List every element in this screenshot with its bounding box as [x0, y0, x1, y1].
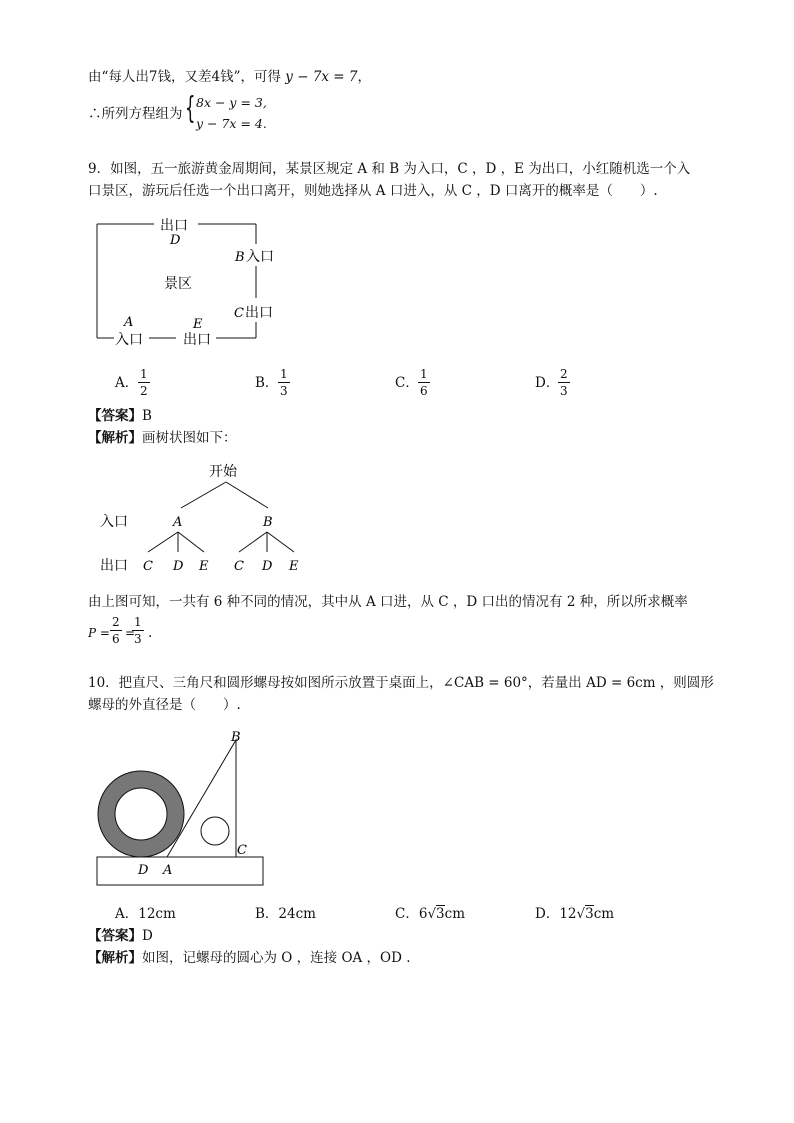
option-label: B．: [255, 375, 279, 391]
option-label: A．: [115, 375, 139, 391]
tree-leaf: C: [143, 559, 153, 574]
denominator: 2: [140, 384, 148, 398]
tree-row2-label: 出口: [100, 558, 128, 574]
tree-row1-label: 入口: [100, 514, 128, 530]
q10-stem-line1: 10．把直尺、三角尺和圆形螺母按如图所示放置于桌面上，∠CAB = 60°，若量出 AD = 6cm ，则圆形: [88, 675, 714, 691]
map-bottom-entry: 入口: [115, 332, 143, 348]
map-letter-a: A: [124, 315, 134, 330]
analysis-text: 画树状图如下：: [142, 430, 237, 446]
sqrt-sign: √: [576, 906, 586, 922]
tree-edge: [181, 482, 226, 508]
map-right-exit: 出口: [245, 305, 273, 321]
therefore-label: ∴所列方程组为: [88, 106, 183, 122]
tree-root: 开始: [209, 464, 237, 480]
equation: y − 7x = 7: [285, 69, 358, 85]
unit: cm: [593, 906, 615, 922]
option-label: A．: [115, 906, 139, 922]
system-equation-1: 8x − y = 3,: [196, 95, 267, 110]
q10-stem-line2: 螺母的外直径是（ ）.: [88, 697, 241, 713]
radicand: 3: [585, 906, 594, 922]
ruler-triangle-nut-figure: [94, 725, 274, 895]
option-fraction: [278, 368, 290, 397]
option-fraction: [558, 368, 570, 397]
label-a: A: [163, 863, 173, 878]
option-text: 24cm: [278, 906, 316, 922]
q9-stem-line2: 口景区，游玩后任选一个出口离开，则她选择从 A 口进入，从 C ，D 口离开的概率是（ ）.: [88, 183, 658, 199]
probability-end: .: [148, 625, 153, 641]
q10-answer: [88, 930, 153, 944]
map-bottom-exit: 出口: [183, 332, 211, 348]
fraction-bar: [558, 382, 570, 383]
numerator: 1: [134, 615, 142, 629]
map-letter-c: C: [234, 306, 244, 321]
q9-stem-line1: 9．如图，五一旅游黄金周期间，某景区规定 A 和 B 为入口，C ，D ，E 为出口，小红随机选一个入: [88, 161, 691, 177]
option-fraction: [138, 368, 150, 397]
text-segment: 由“每人出: [88, 69, 149, 85]
label-c: C: [237, 843, 247, 858]
number: 7: [148, 69, 158, 85]
numerator: 1: [280, 367, 288, 381]
denominator: 3: [280, 384, 288, 398]
fraction-bar: [110, 630, 122, 631]
fraction-bar: [132, 630, 144, 631]
tree-diagram: [96, 458, 336, 583]
q10-option-a[interactable]: [115, 908, 176, 922]
numerator: 1: [140, 367, 148, 381]
tree-leaf: D: [262, 559, 273, 574]
map-letter-d: D: [170, 233, 181, 248]
option-label: C．: [395, 375, 419, 391]
q10-option-c[interactable]: [395, 908, 465, 922]
nut-inner-hole: [115, 788, 167, 840]
ruler: [97, 857, 263, 885]
tree-edge: [178, 532, 204, 552]
tree-edge: [239, 532, 267, 552]
fraction-bar: [138, 382, 150, 383]
numerator: 2: [560, 367, 568, 381]
tree-leaf: C: [234, 559, 244, 574]
denominator: 6: [420, 384, 428, 398]
tree-edge: [267, 532, 294, 552]
text-segment: 钱，又差: [157, 69, 212, 85]
option-label: C．: [395, 906, 419, 922]
unit: cm: [444, 906, 466, 922]
tree-node-a: A: [173, 515, 183, 530]
q10-analysis: [88, 952, 411, 966]
numerator: 1: [420, 367, 428, 381]
tree-edge: [148, 532, 178, 552]
coefficient: 12: [559, 906, 577, 922]
map-letter-b: B: [235, 250, 245, 265]
probability-equals: =: [125, 626, 136, 640]
analysis-text: 如图，记螺母的圆心为 O ，连接 OA ，OD .: [142, 950, 411, 966]
option-label: D．: [535, 375, 560, 391]
q10-option-b[interactable]: [255, 908, 316, 922]
answer-tag: 【答案】: [88, 928, 142, 944]
analysis-tag: 【解析】: [88, 430, 142, 446]
tree-leaf: D: [173, 559, 184, 574]
tree-edge: [226, 482, 268, 508]
scenic-area-map: [92, 218, 292, 348]
punctuation: ，: [357, 69, 372, 85]
denominator: 3: [134, 632, 142, 646]
system-equation-2: y − 7x = 4.: [196, 116, 267, 131]
sqrt-sign: √: [427, 906, 437, 922]
answer-tag: 【答案】: [88, 408, 142, 424]
fraction-bar: [418, 382, 430, 383]
radicand: 3: [436, 906, 445, 922]
tree-node-b: B: [263, 515, 273, 530]
map-letter-e: E: [193, 317, 203, 332]
map-center-label: 景区: [164, 276, 192, 292]
map-right-entry: 入口: [246, 249, 274, 265]
system-brace: {: [185, 91, 196, 126]
answer-value: B: [142, 408, 152, 424]
q9-conclusion: 由上图可知，一共有 6 种不同的情况，其中从 A 口进，从 C ，D 口出的情况有 2 种，所以所求概率: [88, 594, 688, 610]
probability-label: P =: [88, 626, 110, 640]
map-top-exit: 出口: [160, 218, 188, 234]
q10-option-d[interactable]: [535, 908, 614, 922]
denominator: 6: [112, 632, 120, 646]
option-label: B．: [255, 906, 279, 922]
number: 4: [211, 69, 221, 85]
label-d: D: [138, 863, 149, 878]
option-text: 12cm: [138, 906, 176, 922]
tree-leaf: E: [199, 559, 209, 574]
q9-analysis: [88, 432, 237, 446]
analysis-tag: 【解析】: [88, 950, 142, 966]
q9-answer: [88, 410, 152, 424]
coefficient: 6: [418, 906, 428, 922]
option-fraction: [418, 368, 430, 397]
tree-leaf: E: [289, 559, 299, 574]
answer-value: D: [142, 928, 153, 944]
fraction-bar: [278, 382, 290, 383]
text-segment: 钱”，可得: [220, 69, 281, 85]
denominator: 3: [560, 384, 568, 398]
label-b: B: [231, 730, 241, 745]
triangle-hole: [201, 817, 229, 845]
numerator: 2: [112, 615, 120, 629]
probability-fraction-2: [132, 616, 144, 645]
derivation-line: [88, 71, 371, 85]
probability-fraction-1: [110, 616, 122, 645]
option-label: D．: [535, 906, 560, 922]
